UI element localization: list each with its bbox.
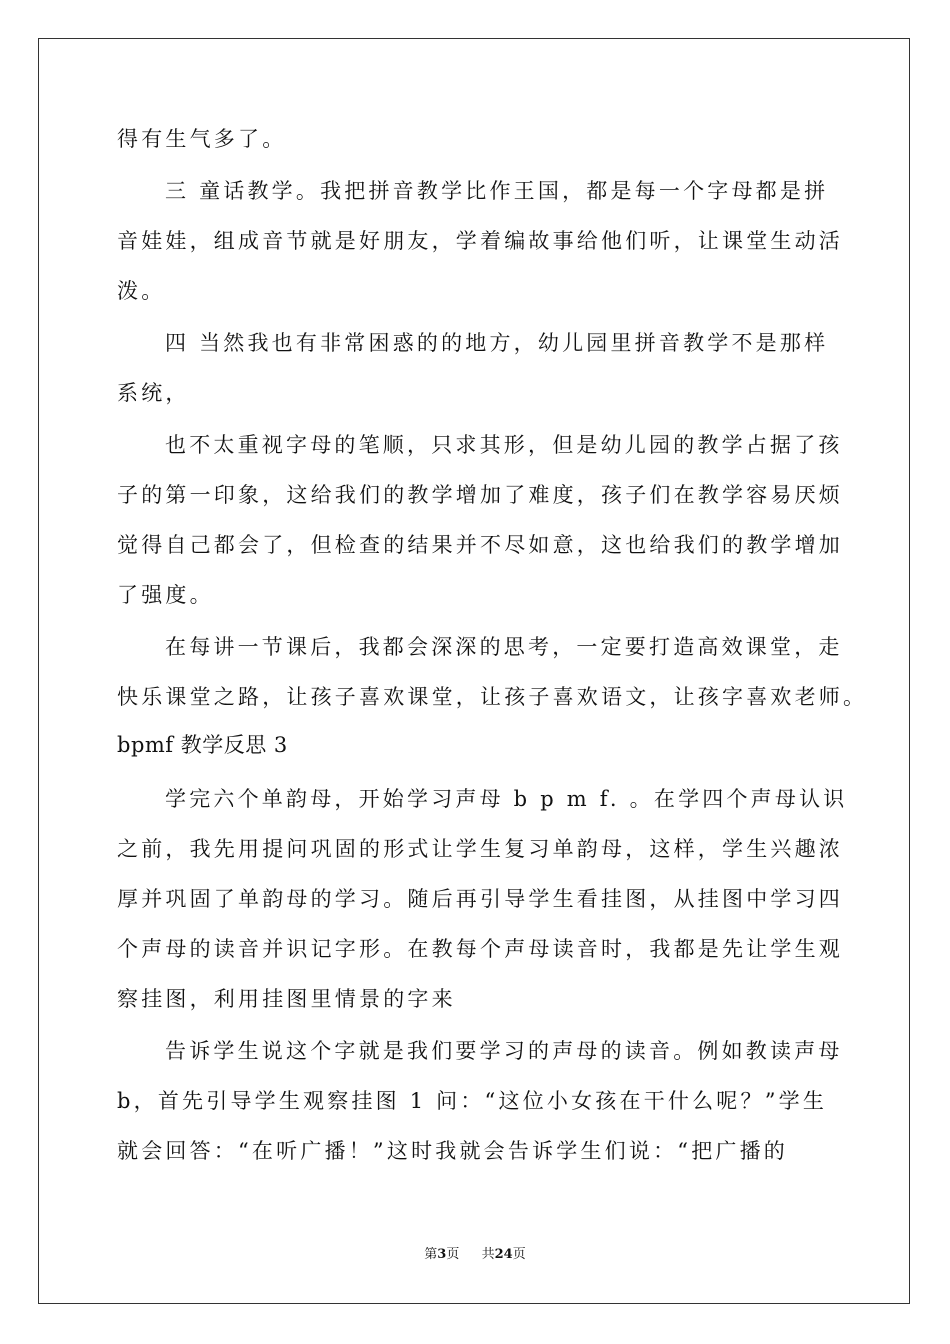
text-line: 系统， (117, 381, 190, 405)
page-total (482, 1246, 526, 1264)
text-line: 了强度。 (117, 583, 214, 607)
text-line: 四 当然我也有非常困惑的的地方，幼儿园里拼音教学不是那样 (165, 331, 829, 355)
total-prefix: 共 (481, 1247, 495, 1262)
text-line: 之前，我先用提问巩固的形式让学生复习单韵母，这样，学生兴趣浓 (117, 837, 843, 861)
text-line: 就会回答：“在听广播！”这时我就会告诉学生们说：“把广播的 (117, 1139, 789, 1163)
page-number (424, 1246, 459, 1264)
text-line: 音娃娃，组成音节就是好朋友，学着编故事给他们听，让课堂生动活 (117, 229, 843, 253)
text-line: 三 童话教学。我把拼音教学比作王国，都是每一个字母都是拼 (165, 179, 829, 203)
text-line: 在每讲一节课后，我都会深深的思考，一定要打造高效课堂，走 (165, 635, 843, 659)
text-line: 学完六个单韵母，开始学习声母 b p m f. 。在学四个声母认识 (165, 787, 848, 811)
text-line: 觉得自己都会了，但检查的结果并不尽如意，这也给我们的教学增加 (117, 533, 843, 557)
text-line: 告诉学生说这个字就是我们要学习的声母的读音。例如教读声母 (165, 1039, 843, 1063)
text-line: 也不太重视字母的笔顺，只求其形，但是幼儿园的教学占据了孩 (165, 433, 843, 457)
total-pages: 24 (494, 1247, 513, 1262)
text-line: 子的第一印象，这给我们的教学增加了难度，孩子们在教学容易厌烦 (117, 483, 843, 507)
total-suffix: 页 (512, 1247, 526, 1262)
current-page: 3 (437, 1247, 447, 1262)
page-footer (0, 1246, 950, 1264)
text-line: 得有生气多了。 (117, 127, 287, 151)
page-suffix: 页 (446, 1247, 460, 1262)
section-heading: bpmf 教学反思 3 (117, 733, 288, 757)
text-line: 察挂图，利用挂图里情景的字来 (117, 987, 456, 1011)
text-line: 厚并巩固了单韵母的学习。随后再引导学生看挂图，从挂图中学习四 (117, 887, 843, 911)
text-line: 快乐课堂之路，让孩子喜欢课堂，让孩子喜欢语文，让孩字喜欢老师。 (117, 685, 868, 709)
page-prefix: 第 (424, 1247, 438, 1262)
text-line: 泼。 (117, 279, 166, 303)
text-line: b，首先引导学生观察挂图 1 问：“这位小女孩在干什么呢？”学生 (117, 1089, 828, 1113)
text-line: 个声母的读音并识记字形。在教每个声母读音时，我都是先让学生观 (117, 937, 843, 961)
